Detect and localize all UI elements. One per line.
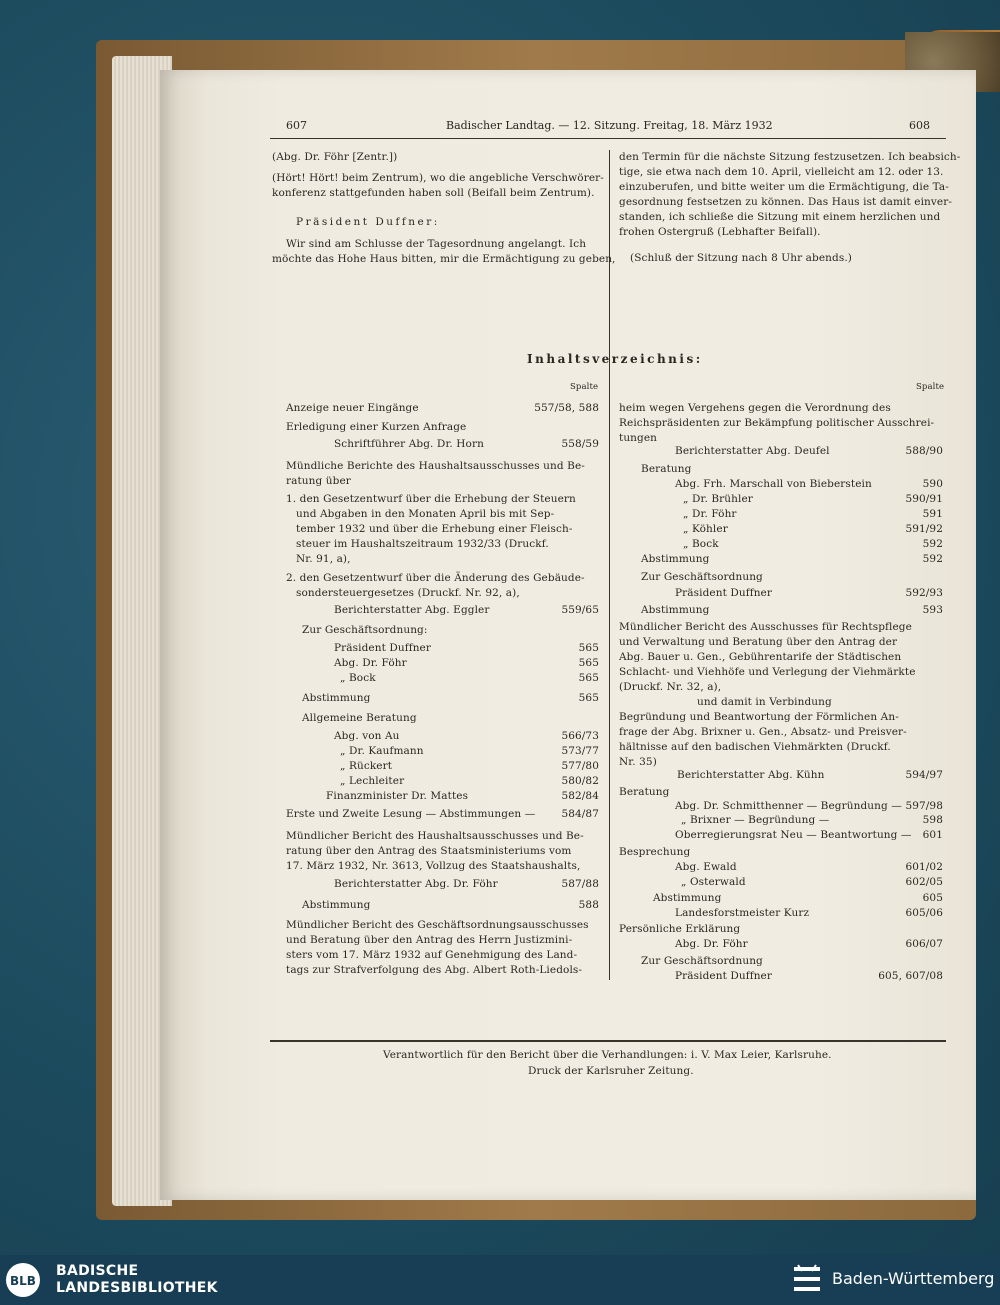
toc-entry: Besprechung bbox=[619, 846, 691, 858]
toc-page-ref: 565 bbox=[578, 642, 599, 654]
toc-entry: Abstimmung bbox=[653, 892, 722, 904]
toc-entry: sters vom 17. März 1932 auf Genehmigung des Land- bbox=[286, 949, 578, 961]
text-line: konferenz stattgefunden haben soll (Beifall beim Zentrum). bbox=[272, 187, 595, 199]
toc-page-ref: 590 bbox=[922, 478, 943, 490]
toc-entry: Schriftführer Abg. Dr. Horn bbox=[334, 438, 484, 450]
toc-entry: Abg. Ewald bbox=[675, 861, 737, 873]
toc-entry: Oberregierungsrat Neu — Beantwortung — bbox=[675, 829, 912, 841]
toc-entry: Abstimmung bbox=[302, 899, 371, 911]
toc-entry: ratung über bbox=[286, 475, 351, 487]
text-line: einzuberufen, und bitte weiter um die Ermächtigung, die Ta- bbox=[619, 181, 949, 193]
toc-entry: „ Dr. Brühler bbox=[683, 493, 753, 505]
toc-page-ref: 591 bbox=[922, 508, 943, 520]
toc-entry: Landesforstmeister Kurz bbox=[675, 907, 810, 919]
text-line: tige, sie etwa nach dem 10. April, vielleicht am 12. oder 13. bbox=[619, 166, 944, 178]
toc-page-ref: 577/80 bbox=[561, 760, 599, 772]
toc-entry: Nr. 91, a), bbox=[296, 553, 351, 565]
text-line: möchte das Hohe Haus bitten, mir die Ermächtigung zu geben, bbox=[272, 253, 616, 265]
toc-page-ref: 587/88 bbox=[561, 878, 599, 890]
library-name-line2: LANDESBIBLIOTHEK bbox=[56, 1280, 218, 1296]
text-line: den Termin für die nächste Sitzung festzusetzen. Ich beabsich- bbox=[619, 151, 961, 163]
text-line: Wir sind am Schlusse der Tagesordnung angelangt. Ich bbox=[286, 238, 587, 250]
running-title: Badischer Landtag. — 12. Sitzung. Freitag, 18. März 1932 bbox=[446, 119, 773, 132]
toc-page-ref: 588/90 bbox=[905, 445, 943, 457]
toc-page-ref: 584/87 bbox=[561, 808, 599, 820]
toc-entry: „ Lechleiter bbox=[340, 775, 405, 787]
toc-entry: Mündliche Berichte des Haushaltsausschusses und Be- bbox=[286, 460, 585, 472]
toc-page-ref: 605 bbox=[922, 892, 943, 904]
toc-entry: Erste und Zweite Lesung — Abstimmungen — bbox=[286, 808, 536, 820]
toc-page-ref: 591/92 bbox=[905, 523, 943, 535]
toc-entry: ratung über den Antrag des Staatsministeriums vom bbox=[286, 845, 572, 857]
svg-text:BLB: BLB bbox=[10, 1274, 36, 1288]
text-line: standen, ich schließe die Sitzung mit einem herzlichen und bbox=[619, 211, 941, 223]
text-line: gesordnung festsetzen zu können. Das Haus ist damit einver- bbox=[619, 196, 953, 208]
toc-entry: Beratung bbox=[619, 786, 670, 798]
toc-page-ref: 601 bbox=[922, 829, 943, 841]
toc-entry: tember 1932 und über die Erhebung einer Fleisch- bbox=[296, 523, 573, 535]
toc-page-ref: 590/91 bbox=[905, 493, 943, 505]
toc-entry: „ Bock bbox=[683, 538, 719, 550]
toc-page-ref: 594/97 bbox=[905, 769, 943, 781]
blb-logo-icon bbox=[4, 1261, 46, 1299]
toc-page-ref: 597/98 bbox=[905, 800, 943, 812]
stag-emblem-icon bbox=[790, 1261, 824, 1299]
toc-entry: steuer im Haushaltszeitraum 1932/33 (Druckf. bbox=[296, 538, 549, 550]
toc-entry: Abg. Dr. Föhr bbox=[334, 657, 407, 669]
toc-page-ref: 566/73 bbox=[561, 730, 599, 742]
toc-entry: Abstimmung bbox=[641, 604, 710, 616]
toc-entry: „ Dr. Föhr bbox=[683, 508, 737, 520]
toc-page-ref: 565 bbox=[578, 692, 599, 704]
toc-page-ref: 593 bbox=[922, 604, 943, 616]
responsible-note: Verantwortlich für den Bericht über die Verhandlungen: i. V. Max Leier, Karlsruhe. bbox=[383, 1049, 832, 1061]
toc-entry: Präsident Duffner bbox=[675, 587, 772, 599]
toc-entry: Persönliche Erklärung bbox=[619, 923, 741, 935]
toc-entry: Zur Geschäftsordnung: bbox=[302, 624, 428, 636]
toc-entry: Nr. 35) bbox=[619, 756, 657, 768]
column-divider bbox=[609, 150, 610, 980]
library-name-line1: BADISCHE bbox=[56, 1263, 139, 1279]
toc-page-ref: 565 bbox=[578, 657, 599, 669]
toc-entry: Begründung und Beantwortung der Förmlichen An- bbox=[619, 711, 899, 723]
toc-page-ref: 605/06 bbox=[905, 907, 943, 919]
column-label-left: Spalte bbox=[570, 382, 599, 392]
toc-entry: 1. den Gesetzentwurf über die Erhebung der Steuern bbox=[286, 493, 576, 505]
toc-entry: „ Köhler bbox=[683, 523, 728, 535]
toc-page-ref: 601/02 bbox=[905, 861, 943, 873]
toc-entry: „ Brixner — Begründung — bbox=[681, 814, 830, 826]
toc-entry: sondersteuergesetzes (Druckf. Nr. 92, a), bbox=[296, 587, 520, 599]
toc-entry: Berichterstatter Abg. Eggler bbox=[334, 604, 490, 616]
toc-entry: Beratung bbox=[641, 463, 692, 475]
toc-entry: Abstimmung bbox=[641, 553, 710, 565]
toc-page-ref: 580/82 bbox=[561, 775, 599, 787]
toc-entry: tungen bbox=[619, 432, 658, 444]
toc-entry: frage der Abg. Brixner u. Gen., Absatz- und Preisver- bbox=[619, 726, 907, 738]
toc-entry: Abg. Dr. Föhr bbox=[675, 938, 748, 950]
toc-entry: Mündlicher Bericht des Haushaltsausschusses und Be- bbox=[286, 830, 584, 842]
toc-entry: Zur Geschäftsordnung bbox=[641, 955, 763, 967]
toc-entry: (Druckf. Nr. 32, a), bbox=[619, 681, 722, 693]
toc-entry: und damit in Verbindung bbox=[697, 696, 832, 708]
toc-page-ref: 559/65 bbox=[561, 604, 599, 616]
toc-entry: Präsident Duffner bbox=[334, 642, 431, 654]
toc-entry: „ Rückert bbox=[340, 760, 393, 772]
toc-entry: Abstimmung bbox=[302, 692, 371, 704]
toc-entry: „ Bock bbox=[340, 672, 376, 684]
toc-entry: Zur Geschäftsordnung bbox=[641, 571, 763, 583]
toc-page-ref: 582/84 bbox=[561, 790, 599, 802]
toc-entry: Finanzminister Dr. Mattes bbox=[326, 790, 469, 802]
toc-entry: Präsident Duffner bbox=[675, 970, 772, 982]
toc-page-ref: 602/05 bbox=[905, 876, 943, 888]
right-page-number: 608 bbox=[909, 119, 930, 132]
toc-entry: und Beratung über den Antrag des Herrn Justizmini- bbox=[286, 934, 573, 946]
toc-entry: und Verwaltung und Beratung über den Antrag der bbox=[619, 636, 898, 648]
toc-entry: 17. März 1932, Nr. 3613, Vollzug des Staatshaushalts, bbox=[286, 860, 581, 872]
toc-entry: Berichterstatter Abg. Dr. Föhr bbox=[334, 878, 498, 890]
toc-entry: Abg. Dr. Schmitthenner — Begründung — bbox=[675, 800, 902, 812]
toc-entry: tags zur Strafverfolgung des Abg. Albert Roth-Liedols- bbox=[286, 964, 583, 976]
column-label-right: Spalte bbox=[916, 382, 945, 392]
toc-entry: hältnisse auf den badischen Viehmärkten (Druckf. bbox=[619, 741, 891, 753]
toc-entry: 2. den Gesetzentwurf über die Änderung des Gebäude- bbox=[286, 572, 585, 584]
toc-page-ref: 565 bbox=[578, 672, 599, 684]
toc-entry: „ Dr. Kaufmann bbox=[340, 745, 424, 757]
toc-entry: Reichspräsidenten zur Bekämpfung politischer Ausschrei- bbox=[619, 417, 935, 429]
session-end-note: (Schluß der Sitzung nach 8 Uhr abends.) bbox=[630, 252, 852, 264]
printer-note: Druck der Karlsruher Zeitung. bbox=[528, 1065, 694, 1077]
toc-entry: Abg. Bauer u. Gen., Gebührentarife der Städtischen bbox=[619, 651, 902, 663]
toc-entry: Anzeige neuer Eingänge bbox=[286, 402, 419, 414]
library-banner bbox=[0, 1255, 1000, 1305]
speaker-heading: Präsident Duffner: bbox=[296, 216, 440, 228]
toc-entry: Abg. Frh. Marschall von Bieberstein bbox=[675, 478, 872, 490]
toc-entry: Mündlicher Bericht des Geschäftsordnungsausschusses bbox=[286, 919, 589, 931]
header-rule bbox=[270, 138, 946, 139]
footer-rule bbox=[270, 1040, 946, 1042]
toc-entry: Erledigung einer Kurzen Anfrage bbox=[286, 421, 467, 433]
toc-title: Inhaltsverzeichnis: bbox=[527, 352, 703, 366]
toc-page-ref: 558/59 bbox=[561, 438, 599, 450]
toc-entry: Mündlicher Bericht des Ausschusses für Rechtspflege bbox=[619, 621, 912, 633]
toc-page-ref: 592 bbox=[922, 553, 943, 565]
toc-entry: Abg. von Au bbox=[334, 730, 400, 742]
toc-page-ref: 588 bbox=[578, 899, 599, 911]
toc-entry: Berichterstatter Abg. Kühn bbox=[677, 769, 825, 781]
toc-page-ref: 606/07 bbox=[905, 938, 943, 950]
text-line: frohen Ostergruß (Lebhafter Beifall). bbox=[619, 226, 821, 238]
toc-page-ref: 598 bbox=[922, 814, 943, 826]
speaker-note: (Abg. Dr. Föhr [Zentr.]) bbox=[272, 151, 398, 163]
toc-entry: „ Osterwald bbox=[681, 876, 746, 888]
text-line: (Hört! Hört! beim Zentrum), wo die angebliche Verschwörer- bbox=[272, 172, 604, 184]
toc-entry: Schlacht- und Viehhöfe und Verlegung der Viehmärkte bbox=[619, 666, 916, 678]
toc-entry: Allgemeine Beratung bbox=[302, 712, 417, 724]
toc-page-ref: 573/77 bbox=[561, 745, 599, 757]
library-name bbox=[56, 1263, 218, 1297]
toc-entry: heim wegen Vergehens gegen die Verordnung des bbox=[619, 402, 891, 414]
toc-page-ref: 605, 607/08 bbox=[878, 970, 943, 982]
toc-page-ref: 592/93 bbox=[905, 587, 943, 599]
state-name: Baden-Württemberg bbox=[832, 1269, 995, 1288]
toc-entry: und Abgaben in den Monaten April bis mit Sep- bbox=[296, 508, 555, 520]
toc-entry: Berichterstatter Abg. Deufel bbox=[675, 445, 830, 457]
left-page-number: 607 bbox=[286, 119, 307, 132]
toc-page-ref: 557/58, 588 bbox=[534, 402, 599, 414]
toc-page-ref: 592 bbox=[922, 538, 943, 550]
